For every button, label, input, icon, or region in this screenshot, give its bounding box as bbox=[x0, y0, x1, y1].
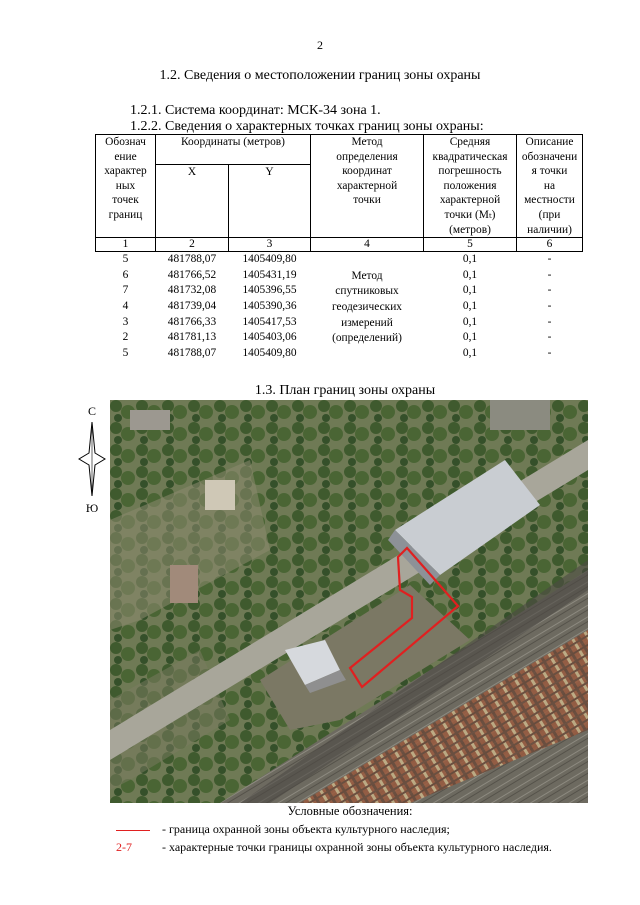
point-description: - bbox=[547, 268, 552, 281]
point-x: 481732,08 bbox=[167, 284, 217, 297]
point-y: 1405409,80 bbox=[242, 346, 297, 359]
point-error: 0,1 bbox=[462, 346, 478, 359]
point-description: - bbox=[547, 299, 552, 312]
points-heading: 1.2.2. Сведения о характерных точках границ зоны охраны: bbox=[130, 119, 484, 134]
point-error: 0,1 bbox=[462, 331, 478, 344]
table-row bbox=[96, 252, 583, 268]
coord-system-line: 1.2.1. Система координат: МСК-34 зона 1. bbox=[130, 103, 381, 118]
point-x: 481766,33 bbox=[167, 315, 217, 328]
column-number: 6 bbox=[517, 238, 583, 252]
satellite-map bbox=[110, 400, 588, 803]
point-id: 4 bbox=[122, 299, 129, 312]
column-number: 3 bbox=[229, 238, 311, 252]
point-error: 0,1 bbox=[462, 253, 478, 266]
compass-arrow-icon bbox=[77, 420, 107, 498]
plan-heading: 1.3. План границ зоны охраны bbox=[254, 383, 436, 398]
compass-north-label: С bbox=[87, 404, 96, 418]
point-description: - bbox=[547, 284, 552, 297]
header-coordinates: Координаты (метров) bbox=[156, 135, 311, 165]
point-y: 1405403,06 bbox=[242, 331, 297, 344]
point-x: 481739,04 bbox=[167, 299, 217, 312]
point-id: 7 bbox=[122, 284, 129, 297]
point-id: 6 bbox=[122, 268, 129, 281]
point-x: 481781,13 bbox=[167, 331, 217, 344]
map-image bbox=[110, 400, 588, 803]
point-id: 3 bbox=[122, 315, 129, 328]
header-x: X bbox=[156, 165, 229, 238]
method-cell: Метод спутниковых геодезических измерений (определений) bbox=[332, 269, 402, 345]
legend-title: Условные обозначения: bbox=[287, 804, 413, 818]
header-method: Метод определения координат характерной точки bbox=[311, 135, 424, 238]
section-heading: 1.2. Сведения о местоположении границ зоны охраны bbox=[159, 68, 481, 83]
point-description: - bbox=[547, 331, 552, 344]
legend-points-text: - характерные точки границы охранной зоны объекта культурного наследия. bbox=[162, 840, 552, 854]
point-x: 481766,52 bbox=[167, 268, 217, 281]
compass-south-label: Ю bbox=[85, 501, 99, 515]
boundary-line-icon bbox=[116, 830, 150, 831]
header-y: Y bbox=[229, 165, 311, 238]
point-error: 0,1 bbox=[462, 315, 478, 328]
point-id: 5 bbox=[122, 253, 129, 266]
legend-points-symbol: 2-7 bbox=[116, 840, 132, 854]
point-description: - bbox=[547, 346, 552, 359]
point-description: - bbox=[547, 315, 552, 328]
point-y: 1405396,55 bbox=[242, 284, 297, 297]
legend-boundary-text: - граница охранной зоны объекта культурного наследия; bbox=[162, 822, 450, 836]
point-id: 5 bbox=[122, 346, 129, 359]
points-table bbox=[95, 134, 583, 361]
point-error: 0,1 bbox=[462, 268, 478, 281]
point-description: - bbox=[547, 253, 552, 266]
point-x: 481788,07 bbox=[167, 253, 217, 266]
point-y: 1405417,53 bbox=[242, 315, 297, 328]
legend-boundary bbox=[116, 822, 450, 837]
page-number: 2 bbox=[317, 38, 323, 52]
column-number: 2 bbox=[156, 238, 229, 252]
header-description: Описание обозначени я точки на местности (при наличии) bbox=[517, 135, 583, 238]
point-x: 481788,07 bbox=[167, 346, 217, 359]
header-designation: Обознач ение характер ных точек границ bbox=[96, 135, 156, 238]
column-number: 5 bbox=[424, 238, 517, 252]
point-y: 1405431,19 bbox=[242, 268, 297, 281]
compass bbox=[77, 404, 107, 514]
header-error: Средняя квадратическая погрешность положения характерной точки (Mₜ) (метров) bbox=[424, 135, 517, 238]
point-y: 1405390,36 bbox=[242, 299, 297, 312]
point-y: 1405409,80 bbox=[242, 253, 297, 266]
column-number: 4 bbox=[311, 238, 424, 252]
legend-points bbox=[116, 840, 552, 855]
column-number: 1 bbox=[96, 238, 156, 252]
point-error: 0,1 bbox=[462, 284, 478, 297]
point-error: 0,1 bbox=[462, 299, 478, 312]
point-id: 2 bbox=[122, 331, 129, 344]
